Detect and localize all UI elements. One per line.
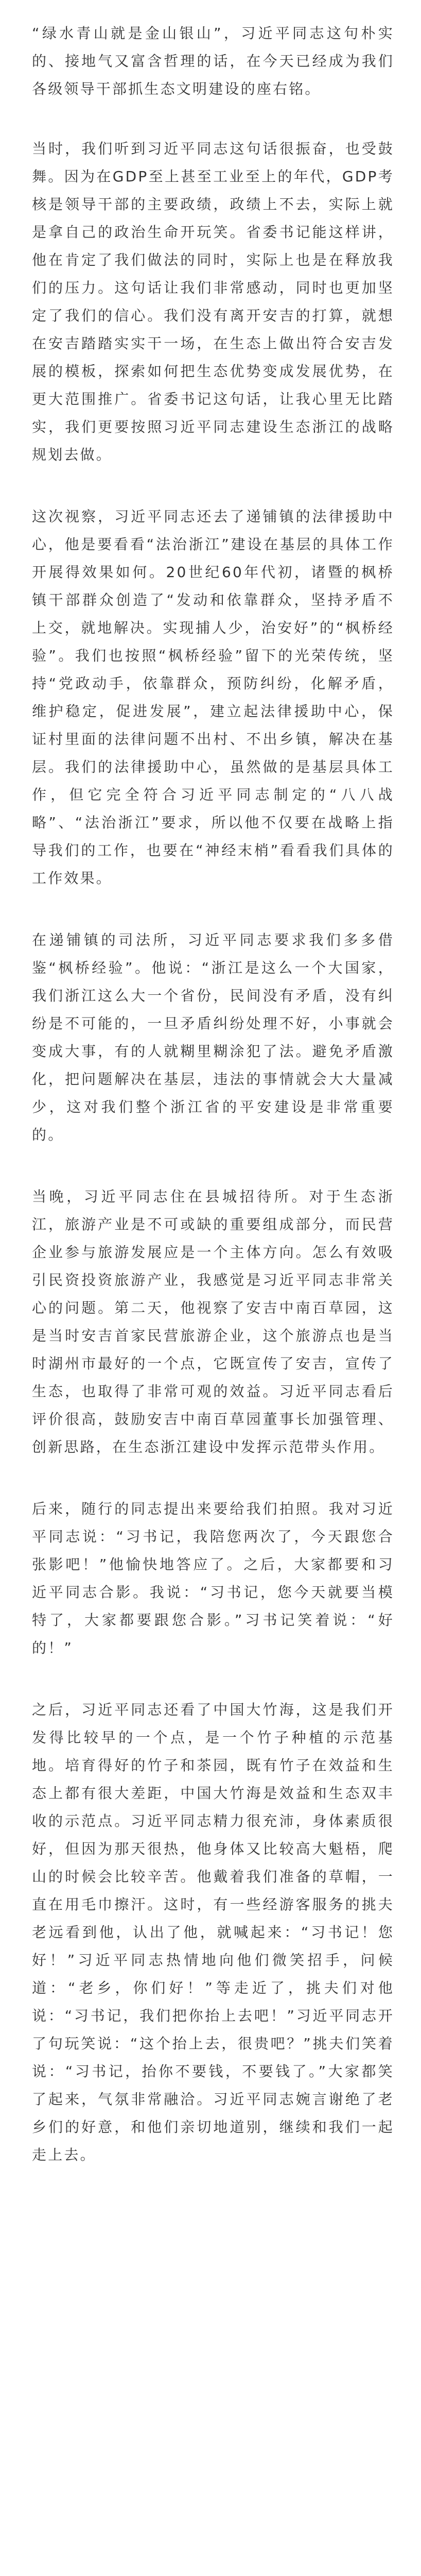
article-paragraph: 当时，我们听到习近平同志这句话很振奋，也受鼓舞。因为在GDP至上甚至工业至上的年代，GDP考核是领导干部的主要政绩，政绩上不去，实际上就是拿自己的政治生命开玩笑。省委书记能这样讲，他在肯定了我们做法的同时，实际上也是在释放我们的压力。这句话让我们非常感动，同时也更加坚定了我们的信心。我们没有离开安吉的打算，就想在安吉踏踏实实干一场，在生态上做出符合安吉发展的模板，探索如何把生态优势变成发展优势，在更大范围推广。省委书记这句话，让我心里无比踏实，我们更要按照习近平同志建设生态浙江的战略规划去做。 <box>32 140 394 463</box>
article-paragraph: 后来，随行的同志提出来要给我们拍照。我对习近平同志说：“习书记，我陪您两次了，今天跟您合张影吧！”他愉快地答应了。之后，大家都要和习近平同志合影。我说：“习书记，您今天就要当模特了，大家都要跟您合影。”习书记笑着说：“好的！” <box>32 1500 394 1656</box>
article-paragraph: 当晚，习近平同志住在县城招待所。对于生态浙江，旅游产业是不可或缺的重要组成部分，而民营企业参与旅游发展应是一个主体方向。怎么有效吸引民资投资旅游产业，我感觉是习近平同志非常关心的问题。第二天，他视察了安吉中南百草园，这是当时安吉首家民营旅游企业，这个旅游点也是当时湖州市最好的一个点，它既宣传了安吉，宣传了生态，也取得了非常可观的效益。习近平同志看后评价很高，鼓励安吉中南百草园董事长加强管理、创新思路，在生态浙江建设中发挥示范带头作用。 <box>32 1188 394 1455</box>
article-paragraph: 这次视察，习近平同志还去了递铺镇的法律援助中心，他是要看看“法治浙江”建设在基层的具体工作开展得效果如何。20世纪60年代初，诸暨的枫桥镇干部群众创造了“发动和依靠群众，坚持矛盾不上交，就地解决。实现捕人少，治安好”的“枫桥经验”。我们也按照“枫桥经验”留下的光荣传统，坚持“党政动手，依靠群众，预防纠纷，化解矛盾，维护稳定，促进发展”，建立起法律援助中心，保证村里面的法律问题不出村、不出乡镇，解决在基层。我们的法律援助中心，虽然做的是基层具体工作，但它完全符合习近平同志制定的“八八战略”、“法治浙江”要求，所以他不仅要在战略上指导我们的工作，也要在“神经末梢”看看我们具体的工作效果。 <box>32 508 394 887</box>
article-paragraph: “绿水青山就是金山银山”，习近平同志这句朴实的、接地气又富含哲理的话，在今天已经成为我们各级领导干部抓生态文明建设的座右铭。 <box>32 25 394 97</box>
article-paragraph: 在递铺镇的司法所，习近平同志要求我们多多借鉴“枫桥经验”。他说：“浙江是这么一个大国家，我们浙江这么大一个省份，民间没有矛盾，没有纠纷是不可能的，一旦矛盾纠纷处理不好，小事就会变成大事，有的人就糊里糊涂犯了法。避免矛盾激化，把问题解决在基层，违法的事情就会大大量减少，这对我们整个浙江省的平安建设是非常重要的。 <box>32 931 394 1143</box>
article-paragraph: 之后，习近平同志还看了中国大竹海，这是我们开发得比较早的一个点，是一个竹子种植的示范基地。培育得好的竹子和茶园，既有竹子在效益和生态上都有很大差距，中国大竹海是效益和生态双丰收的示范点。习近平同志精力很充沛，身体素质很好，但因为那天很热，他身体又比较高大魁梧，爬山的时候会比较辛苦。他戴着我们准备的草帽，一直在用毛巾擦汗。这时，有一些经游客服务的挑夫老远看到他，认出了他，就喊起来：“习书记！您好！”习近平同志热情地向他们微笑招手，问候道：“老乡，你们好！”等走近了，挑夫们对他说：“习书记，我们把你抬上去吧！”习近平同志开了句玩笑说：“这个抬上去，很贵吧？”挑夫们笑着说：“习书记，抬你不要钱，不要钱了。”大家都笑了起来，气氛非常融洽。习近平同志婉言谢绝了老乡们的好意，和他们亲切地道别，继续和我们一起走上去。 <box>32 1701 394 2163</box>
